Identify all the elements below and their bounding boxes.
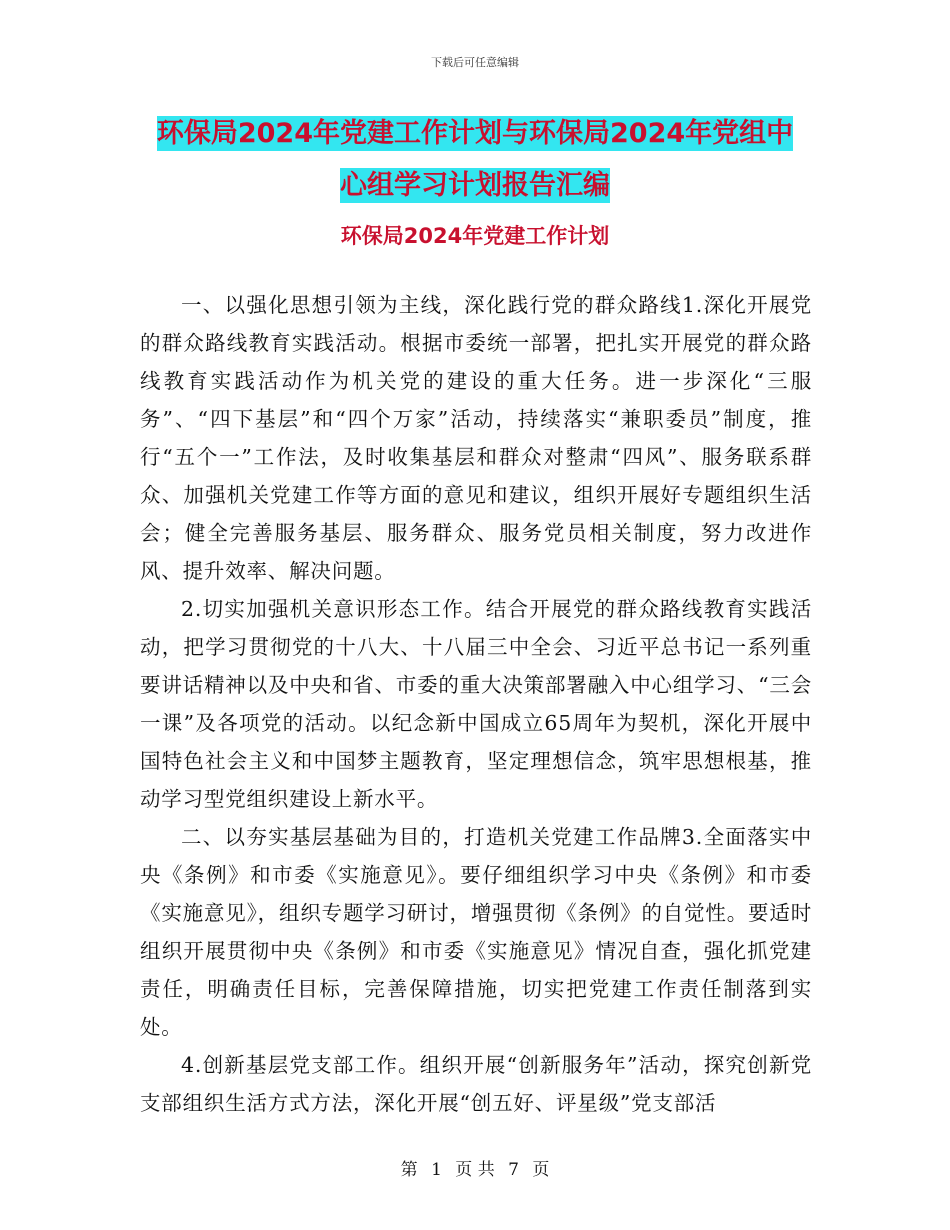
body-text [140, 286, 812, 1122]
page-footer [0, 1155, 950, 1180]
paragraph: 4.创新基层党支部工作。组织开展“创新服务年”活动，探究创新党支部组织生活方式方法，深化开展“创五好、评星级”党支部活 [140, 1053, 812, 1115]
current-page-number: 1 [431, 1160, 442, 1180]
paragraph: 2.切实加强机关意识形态工作。结合开展党的群众路线教育实践活动，把学习贯彻党的十八大、十八届三中全会、习近平总书记一系列重要讲话精神以及中央和省、市委的重大决策部署融入中心组学习、“三会一课”及各项党的活动。以纪念新中国成立65周年为契机，深化开展中国特色社会主义和中国梦主题教育，坚定理想信念，筑牢思想根基，推动学习型党组织建设上新水平。 [140, 597, 812, 811]
paragraph: 二、以夯实基层基础为目的，打造机关党建工作品牌3.全面落实中央《条例》和市委《实施意见》。要仔细组织学习中央《条例》和市委《实施意见》，组织专题学习研讨，增强贯彻《条例》的自觉性。要适时组织开展贯彻中央《条例》和市委《实施意见》情况自查，强化抓党建责任，明确责任目标，完善保障措施，切实把党建工作责任制落到实处。 [140, 825, 812, 1039]
footer-suffix: 页 [532, 1160, 550, 1180]
total-page-count: 7 [508, 1160, 519, 1180]
title-line-1: 环保局2024年党建工作计划与环保局2024年党组中 [156, 118, 794, 149]
footer-prefix: 第 [400, 1160, 418, 1180]
section-title: 环保局2024年党建工作计划 [340, 224, 610, 248]
header-note: 下载后可任意编辑 [431, 56, 519, 69]
footer-middle: 页 共 [455, 1160, 495, 1180]
document-title [140, 108, 810, 212]
paragraph: 一、以强化思想引领为主线，深化践行党的群众路线1.深化开展党的群众路线教育实践活动。根据市委统一部署，把扎实开展党的群众路线教育实践活动作为机关党的建设的重大任务。进一步深化“三服务”、“四下基层”和“四个万家”活动，持续落实“兼职委员”制度，推行“五个一”工作法，及时收集基层和群众对整肃“四风”、服务联系群众、加强机关党建工作等方面的意见和建议，组织开展好专题组织生活会；健全完善服务基层、服务群众、服务党员相关制度，努力改进作风、提升效率、解决问题。 [140, 293, 812, 583]
title-line-2: 心组学习计划报告汇编 [340, 170, 610, 201]
